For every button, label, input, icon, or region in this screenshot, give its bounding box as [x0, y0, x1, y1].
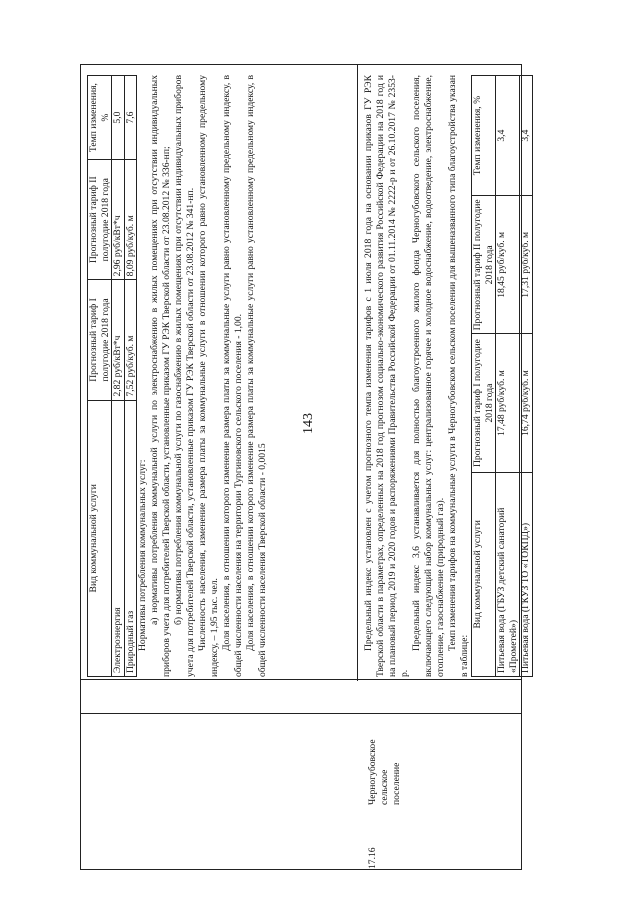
settlement-line: Черногубовское	[367, 739, 378, 805]
table-cell: 3,4	[496, 76, 520, 196]
table-cell: 17,48 руб/куб. м	[496, 334, 520, 472]
page-number: 143	[301, 413, 316, 434]
table-cell: 18,45 руб/куб. м	[496, 196, 520, 334]
paragraph: а) нормативы потребления коммунальной услуги по электроснабжению в жилых помещениях при отсутствии индивидуальных приборов учета для потребителей Тверской области, установленные приказом ГУ РЭК Тверской области от 23.08.2012 № 336-нп;	[149, 75, 172, 677]
column-header: Прогнозный тариф II полугодие 2018 года	[472, 196, 496, 334]
paragraph: Предельный индекс установлен с учетом прогнозного темпа изменения тарифов с 1 июля 2018 года на основании приказов ГУ РЭК Тверской области в параметрах, определенных на 2018 год прогнозом социально-экономического развития Российской Федерации на 2018 год и на плановый период 2019 и 2020 годов и распоряжениями Правительства Российской Федерации от 01.11.2014 № 2222-р и от 26.10.2017 № 2353-р.	[363, 75, 410, 677]
table-cell: 2,96 руб/кВт*ч	[112, 160, 125, 280]
table-cell: Питьевая вода (ГКУЗ ТО «ТОКПД»)	[520, 472, 533, 676]
row-number: 17.16	[367, 847, 378, 869]
table-cell: 17,31 руб/куб. м	[520, 196, 533, 334]
row-separator-settlement	[81, 713, 521, 714]
table-cell: Природный газ	[124, 400, 137, 676]
paragraph: Предельный индекс 3,6 устанавливается для полностью благоустроенного жилого фонда Черногубовского сельского поселения, включающего следующий набор коммунальных услуг: централизованное горячее и холодное водоснабжение, водоотведение, электроснабжение, отопление, газоснабжение (природный газ).	[411, 75, 446, 677]
column-header: Прогнозный тариф II полугодие 2018 года	[88, 160, 112, 280]
table-row	[124, 76, 137, 677]
paragraph: б) нормативы потребления коммунальной услуги по газоснабжению в жилых помещениях при отсутствии индивидуальных приборов учета для потребителей Тверской области, установленные приказом ГУ РЭК Тверской области от 23.08.2012 № 341-нп.	[173, 75, 196, 677]
row-separator	[357, 65, 358, 681]
column-header: Темп изменения, %	[472, 76, 496, 196]
paragraph: Темп изменения тарифов на коммунальные услуги в Черногубовском сельском поселении для вышеназванного типа благоустройства указан в таблице:	[447, 75, 470, 677]
table-cell: 2,82 руб/кВт*ч	[112, 280, 125, 400]
document-table	[80, 64, 531, 870]
table-cell: 5,0	[112, 76, 125, 160]
table-row	[520, 76, 533, 677]
table-cell: 8,09 руб/куб. м	[124, 160, 137, 280]
upper-content	[87, 75, 353, 677]
paragraph: Численность населения, изменение размера платы за коммунальные услуги в отношении которого равно установленному предельному индексу, – 1,95 тыс. чел.	[197, 75, 220, 677]
column-header: Прогнозный тариф I полугодие 2018 года	[472, 334, 496, 472]
column-header: Прогнозный тариф I полугодие 2018 года	[88, 280, 112, 400]
lower-content	[363, 75, 531, 677]
table-cell: Питьевая вода (ГБУЗ детский санаторий «Прометей»)	[496, 472, 520, 676]
settlement-name	[367, 715, 403, 805]
row-separator-number	[81, 679, 521, 680]
water-tariff-table	[471, 75, 533, 677]
paragraph: Доля населения, в отношении которого изменение размера платы за коммунальные услуги равно установленному предельному индексу, в общей численности населения Тверской области - 0,0015	[245, 75, 268, 677]
table-row	[496, 76, 520, 677]
settlement-line: сельское	[379, 769, 390, 805]
table-cell: 7,52 руб/куб. м	[124, 280, 137, 400]
settlement-line: поселение	[391, 762, 402, 805]
paragraph: Нормативы потребления коммунальных услуг:	[137, 459, 148, 651]
column-header: Вид коммунальной услуги	[88, 400, 112, 676]
table-cell: 3,4	[520, 76, 533, 196]
table-cell: Электроэнергия	[112, 400, 125, 676]
table-cell: 7,6	[124, 76, 137, 160]
paragraph: Доля населения, в отношении которого изменение размера платы за коммунальные услуги равно установленному предельному индексу, в общей численности населения на территории Тургиновского сельского поселения - 1,00.	[221, 75, 244, 677]
table-row	[112, 76, 125, 677]
column-header: Вид коммунальной услуги	[472, 472, 496, 676]
column-header: Темп изменения, %	[88, 76, 112, 160]
electricity-gas-table	[87, 75, 137, 677]
table-cell: 16,74 руб/куб. м	[520, 334, 533, 472]
